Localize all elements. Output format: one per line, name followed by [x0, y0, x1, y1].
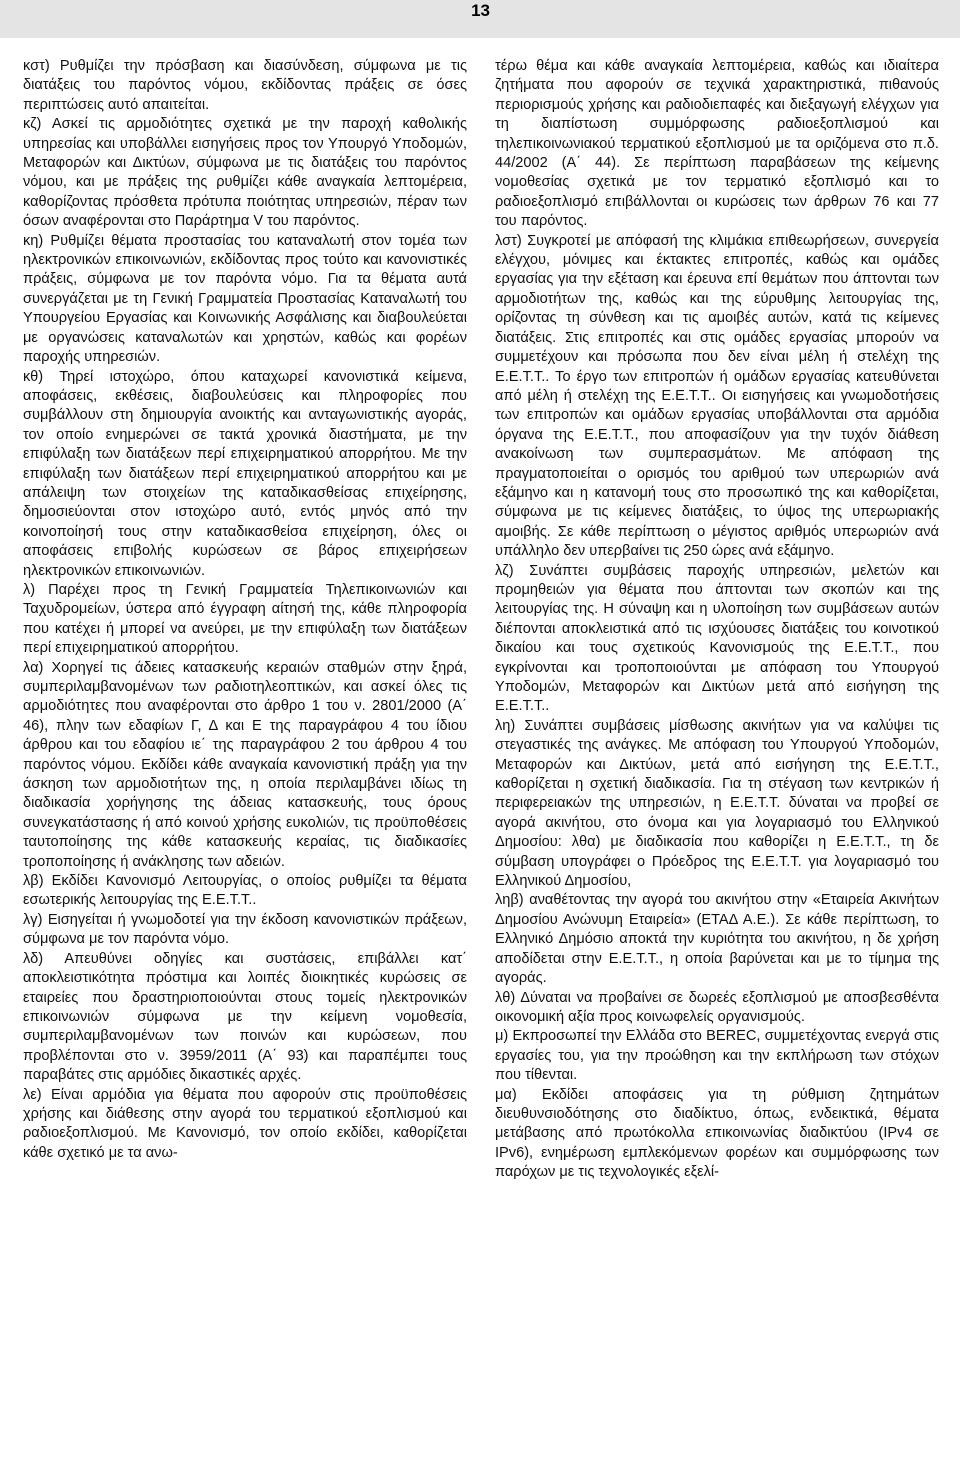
- right-column: [495, 57, 939, 1183]
- paragraph-lb: λβ) Εκδίδει Κανονισμό Λειτουργίας, ο οποίος ρυθμίζει τα θέματα εσωτερικής λειτουργίας της Ε.Ε.Τ.Τ..: [23, 873, 467, 909]
- paragraph-lh: λη) Συνάπτει συμβάσεις μίσθωσης ακινήτων για να καλύψει τις στεγαστικές της ανάγκες. Με απόφαση του Υπουργού Υποδομών, Μεταφορών και Δικτύων, μετά από εισήγηση της Ε.Ε.Τ.Τ., καθορίζεται η σχετική διαδικασία. Για τη στέγαση των κεντρικών ή περιφερειακών της υπηρεσιών, η Ε.Ε.Τ.Τ. δύναται να προβεί σε αγορά ακινήτου, στο όνομα και για λογαριασμό του Ελληνικού Δημοσίου: λθα) με διαδικασία που καθορίζει η Ε.Ε.Τ.Τ., τη δε σύμβαση υπογράφει ο Πρόεδρος της Ε.Ε.Τ.Τ. για λογαριασμό του Ελληνικού Δημοσίου,: [495, 717, 939, 890]
- paragraph-le: λε) Είναι αρμόδια για θέματα που αφορούν στις προϋποθέσεις χρήσης και διάθεσης στην αγορά του τερματικού εξοπλισμού και ραδιοεξοπλισμού. Με Κανονισμό, τον οποίο εκδίδει, καθορίζεται κάθε σχετικό με τα ανω-: [23, 1086, 467, 1161]
- paragraph-ma: μα) Εκδίδει αποφάσεις για τη ρύθμιση ζητημάτων διευθυνσιοδότησης στο διαδίκτυο, όπως, ενδεικτικά, θέματα μετάβασης από πρωτόκολλα επικοινωνίας διαδικτύου (IPv4 σε IPv6), ενημέρωση εμπλεκόμενων φορέων και συμμόρφωσης των παρόχων με τις τεχνολογικές εξελί-: [495, 1086, 939, 1181]
- paragraph-kth: κθ) Τηρεί ιστοχώρο, όπου καταχωρεί κανονιστικά κείμενα, αποφάσεις, εκθέσεις, διαβουλεύσεις και πληροφορίες που συμβάλλουν στη δημιουργία ανοικτής και ανταγωνιστικής αγοράς, τον οποίο ενημερώνει σε τακτά χρονικά διαστήματα, με την επιφύλαξη των διατάξεων περί επιχειρηματικού απορρήτου. Με την επιφύλαξη των διατάξεων περί επιχειρηματικού απορρήτου και με απάλειψη των στοιχείων της καταδικασθείσας επιχείρησης, δημοσιεύονται στον ιστοχώρο αυτό, εντός μηνός από την κοινοποίησή τους στην καταδικασθείσα επιχείρηση, όλες οι αποφάσεις επιβολής κυρώσεων σε βάρος επιχειρήσεων ηλεκτρονικών επικοινωνιών.: [23, 368, 467, 579]
- paragraph-lst: λστ) Συγκροτεί με απόφασή της κλιμάκια επιθεωρήσεων, συνεργεία ελέγχου, μόνιμες και έκτακτες επιτροπές, καθώς και ομάδες εργασίας για την εξέταση και έρευνα επί θεμάτων που άπτονται των αρμοδιοτήτων της, καθώς και της εύρυθμης λειτουργίας της, ορίζοντας τη σύνθεση και τις αμοιβές αυτών, κατά τις κείμενες διατάξεις. Στις επιτροπές και στις ομάδες εργασίας μπορούν να συμμετέχουν και πρόσωπα που δεν είναι μέλη ή στελέχη της Ε.Ε.Τ.Τ.. Το έργο των επιτροπών ή ομάδων εργασίας κατευθύνεται από μέλη ή στελέχη της Ε.Ε.Τ.Τ.. Οι εισηγήσεις και γνωμοδοτήσεις των επιτροπών και ομάδων εργασίας υποβάλλονται στα αρμόδια όργανα της Ε.Ε.Τ.Τ., που αποφασίζουν για την τυχόν διάθεση ανακοίνωση των συμπερασμάτων. Με απόφαση της πραγματοποιείται ο ορισμός του αριθμού των υπερωριών ανά εξάμηνο και η κατανομή τους στο προσωπικό της και καθορίζεται, σύμφωνα με τις κείμενες διατάξεις, το ύψος της υπερωριακής αμοιβής. Σε κάθε περίπτωση ο μέγιστος αριθμός υπερωριών ανά υπάλληλο δεν υπερβαίνει τις 250 ώρες ανά εξάμηνο.: [495, 232, 939, 560]
- left-column: [23, 57, 467, 1163]
- paragraph-ld: λδ) Απευθύνει οδηγίες και συστάσεις, επιβάλλει κατ΄ αποκλειστικότητα πρόστιμα και λοιπές διοικητικές κυρώσεις σε εταιρείες που δραστηριοποιούνται στους τομείς ηλεκτρονικών επικοινωνιών σύμφωνα με την κείμενη νομοθεσία, συμπεριλαμβανομένων των ποινών και κυρώσεων, που προβλέπονται στο ν. 3959/2011 (Α΄ 93) και παραπέμπει τους παραβάτες στις αρμόδιες δικαστικές αρχές.: [23, 950, 467, 1084]
- paragraph-lhb: ληβ) αναθέτοντας την αγορά του ακινήτου στην «Εταιρεία Ακινήτων Δημοσίου Ανώνυμη Εταιρεία» (ΕΤΑΔ Α.Ε.). Σε κάθε περίπτωση, το Ελληνικό Δημόσιο αποκτά την κυριότητα του ακινήτου, η δε χρήση αποδίδεται στην Ε.Ε.Τ.Τ., η οποία βαρύνεται και με το τίμημα της αγοράς.: [495, 892, 939, 987]
- paragraph-m: μ) Εκπροσωπεί την Ελλάδα στο BEREC, συμμετέχοντας ενεργά στις εργασίες του, για την προώθηση και την εκπλήρωση των στόχων που τίθενται.: [495, 1028, 939, 1084]
- paragraph-la: λα) Χορηγεί τις άδειες κατασκευής κεραιών σταθμών στην ξηρά, συμπεριλαμβανομένων των ραδιοτηλεοπτικών, και ασκεί όλες τις αρμοδιότητες που αναφέρονται στο άρθρο 1 του ν. 2801/2000 (Α΄ 46), πλην των εδαφίων Γ, Δ και Ε της παραγράφου 4 του ίδιου άρθρου και του εδαφίου ιε΄ της παραγράφου 2 του άρθρου 4 του παρόντος νόμου. Εκδίδει κάθε αναγκαία κανονιστική πράξη για την άσκηση των αρμοδιοτήτων της, η οποία περιλαμβάνει ιδίως τη διαδικασία χορήγησης της άδειας κατασκευής, τους όρους συνεγκατάστασης ή από κοινού χρήσης ευκολιών, τις προϋποθέσεις ταυτοποίησης της κάθε κατασκευής κεραίας, τις διαδικασίες τροποποίησης ή ανάκλησης των αδειών.: [23, 659, 467, 870]
- page-number: 13: [471, 1, 490, 20]
- paragraph-l: λ) Παρέχει προς τη Γενική Γραμματεία Τηλεπικοινωνιών και Ταχυδρομείων, ύστερα από έγγραφη αίτησή της, κάθε πληροφορία που κατέχει ή μπορεί να ανεύρει, με την επιφύλαξη των διατάξεων περί επιχειρηματικού απορρήτου.: [23, 581, 467, 657]
- page-header: [0, 0, 960, 38]
- paragraph-kz: κζ) Ασκεί τις αρμοδιότητες σχετικά με την παροχή καθολικής υπηρεσίας και υποβάλλει εισηγήσεις προς τον Υπουργό Υποδομών, Μεταφορών και Δικτύων, σύμφωνα με τις διατάξεις του παρόντος νόμου, και με πράξεις της ρυθμίζει κάθε αναγκαία λεπτομέρεια, καθορίζοντας πρόσθετα πρότυπα ποιότητας υπηρεσιών, πέραν των όσων αναφέρονται στο Παράρτημα V του παρόντος.: [23, 116, 467, 230]
- paragraph-lz: λζ) Συνάπτει συμβάσεις παροχής υπηρεσιών, μελετών και προμηθειών για θέματα που άπτονται των σκοπών και της λειτουργίας της. Η σύναψη και η υλοποίηση των συμβάσεων αυτών διέπονται αποκλειστικά από τις ισχύουσες διατάξεις του κοινοτικού δικαίου και τους σχετικούς Κανονισμούς της Ε.Ε.Τ.Τ., που εγκρίνονται και τροποποιούνται με απόφαση του Υπουργού Υποδομών, Μεταφορών και Δικτύων μετά από εισήγηση της Ε.Ε.Τ.Τ..: [495, 562, 939, 715]
- paragraph-kst: κστ) Ρυθμίζει την πρόσβαση και διασύνδεση, σύμφωνα με τις διατάξεις του παρόντος νόμου, εκδίδοντας πράξεις σε όσες περιπτώσεις αυτό απαιτείται.: [23, 58, 467, 113]
- paragraph-lth: λθ) Δύναται να προβαίνει σε δωρεές εξοπλισμού με απoσβεσθέντα οικονομική αξία προς κοινωφελείς οργανισμούς.: [495, 989, 939, 1025]
- paragraph-kh: κη) Ρυθμίζει θέματα προστασίας του καταναλωτή στον τομέα των ηλεκτρονικών επικοινωνιών, εκδίδοντας προς τούτο και κανονιστικές πράξεις, σύμφωνα με τον παρόντα νόμο. Για τα θέματα αυτά συνεργάζεται με τη Γενική Γραμματεία Προστασίας Καταναλωτή του Υπουργείου Εργασίας και Κοινωνικής Ασφάλισης και διαβουλεύεται με οργανώσεις καταναλωτών και χρηστών, καθώς και φορέων παροχής υπηρεσιών.: [23, 232, 467, 366]
- paragraph-le-continued: τέρω θέμα και κάθε αναγκαία λεπτομέρεια, καθώς και ιδιαίτερα ζητήματα που αφορούν σε τεχνικά χαρακτηριστικά, πιθανούς περιορισμούς χρήσης και ραδιοδιεπαφές και διεξαγωγή ελέγχων για τη διαπίστωση συμμόρφωσης ραδιοεξοπλισμού και τηλεπικοινωνιακού τερματικού εξοπλισμού με τα οριζόμενα στο π.δ. 44/2002 (Α΄ 44). Σε περίπτωση παραβάσεων της κείμενης νομοθεσίας σχετικά με τον τερματικό εξοπλισμό και το ραδιοεξοπλισμό επιβάλλονται οι κυρώσεις των άρθρων 76 και 77 του παρόντος.: [495, 58, 939, 230]
- paragraph-lg: λγ) Εισηγείται ή γνωμοδοτεί για την έκδοση κανονιστικών πράξεων, σύμφωνα με τον παρόντα νόμο.: [23, 911, 467, 948]
